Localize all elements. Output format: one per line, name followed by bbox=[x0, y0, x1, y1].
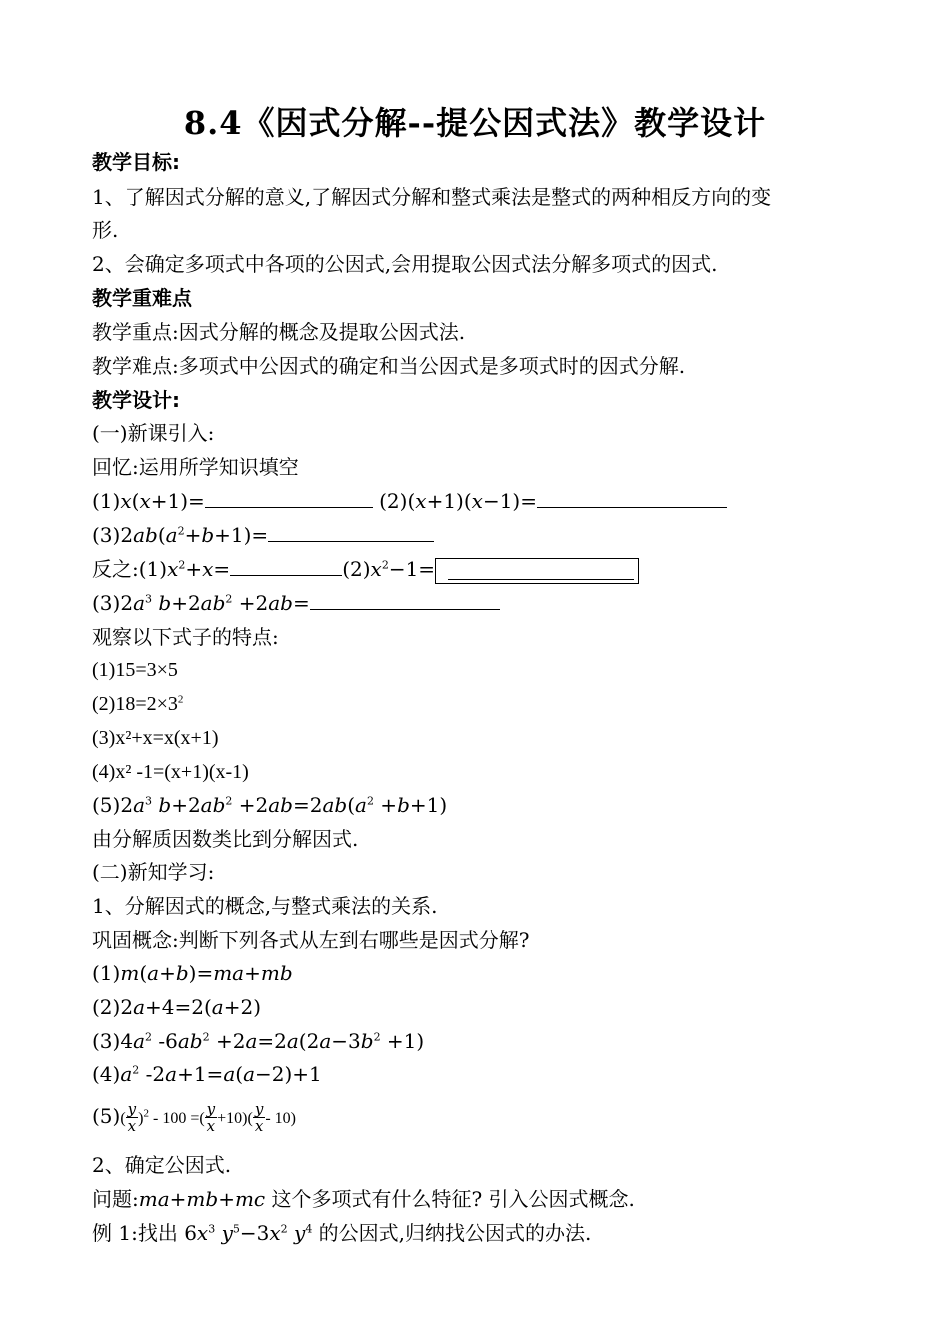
observe-item-5: $(5)2a^3$ $b+2ab^2 +2ab=2ab(a^2 +b+1)$ bbox=[92, 793, 448, 817]
recall-row-1: (1)x(x+1)= (2)(x+1)(x−1)= bbox=[92, 487, 727, 515]
answer-blank[interactable] bbox=[205, 487, 373, 508]
part-one-heading: (一)新课引入: bbox=[92, 421, 215, 445]
answer-blank[interactable] bbox=[230, 555, 342, 576]
judge-item-3: $(3)4a^2$ $-6ab^2 +2a=2a(2a-3b^2 +1)$ bbox=[92, 1029, 425, 1053]
answer-blank[interactable] bbox=[537, 487, 727, 508]
observe-item-3: (3)x²+x=x(x+1) bbox=[92, 727, 219, 749]
consolidate-instruction: 巩固概念:判断下列各式从左到右哪些是因式分解? bbox=[92, 928, 530, 952]
objective-1-cont: 形. bbox=[92, 218, 119, 242]
example-line: 例 1:找出 $6x^3$ $y^5-3x^2$ $y^4$ 的公因式,归纳找公因式的办法. bbox=[92, 1221, 592, 1245]
answer-blank[interactable] bbox=[268, 521, 434, 542]
determine-heading: 2、确定公因式. bbox=[92, 1153, 232, 1177]
observe-item-1: (1)15=3×5 bbox=[92, 659, 178, 681]
recall-row-2: $(3)2ab(a^2+b+1)=$ bbox=[92, 521, 434, 549]
judge-item-2: (2)2a+4=2(a+2) bbox=[92, 995, 262, 1019]
observe-instruction: 观察以下式子的特点: bbox=[92, 625, 279, 649]
key-point: 教学重点:因式分解的概念及提取公因式法. bbox=[92, 320, 466, 344]
page-title: 8.4《因式分解--提公因式法》教学设计 bbox=[183, 104, 767, 142]
answer-blank[interactable] bbox=[310, 589, 500, 610]
heading-objectives: 教学目标: bbox=[92, 150, 180, 174]
part-two-heading: (二)新知学习: bbox=[92, 860, 215, 884]
objective-1: 1、了解因式分解的意义,了解因式分解和整式乘法是整式的两种相反方向的变 bbox=[92, 185, 772, 209]
heading-design: 教学设计: bbox=[92, 388, 180, 412]
objective-2: 2、会确定多项式中各项的公因式,会用提取公因式法分解多项式的因式. bbox=[92, 252, 718, 276]
judge-item-5: (5)( $\frac{y}{x}$ )$^2$ - 100 =( $\frac{y}{x}$ +10)( $\frac{y}{x}$ - 10) bbox=[92, 1100, 296, 1135]
reverse-row: 反之$:(1)x^2+x= (2)x^2-1=$ bbox=[92, 555, 639, 584]
judge-item-4: $(4)a^2$ -2a+1=a(a−2)+1 bbox=[92, 1062, 322, 1086]
observe-item-4: (4)x² -1=(x+1)(x-1) bbox=[92, 761, 249, 783]
question-line: 问题:ma+mb+mc 这个多项式有什么特征? 引入公因式概念. bbox=[92, 1187, 635, 1211]
recall-instruction: 回忆:运用所学知识填空 bbox=[92, 455, 299, 479]
reverse-row-2: $(3)2a^3$ $b+2ab^2 +2ab=$ bbox=[92, 589, 500, 617]
difficulty-point: 教学难点:多项式中公因式的确定和当公因式是多项式时的因式分解. bbox=[92, 354, 686, 378]
judge-item-1: (1)m(a+b)=ma+mb bbox=[92, 961, 293, 985]
answer-box[interactable] bbox=[435, 558, 639, 584]
observe-item-2: $(2)18=2\times 3^2$ bbox=[92, 693, 184, 715]
concept-heading: 1、分解因式的概念,与整式乘法的关系. bbox=[92, 894, 438, 918]
analogy-note: 由分解质因数类比到分解因式. bbox=[92, 827, 359, 851]
heading-key-points: 教学重难点 bbox=[92, 286, 192, 310]
